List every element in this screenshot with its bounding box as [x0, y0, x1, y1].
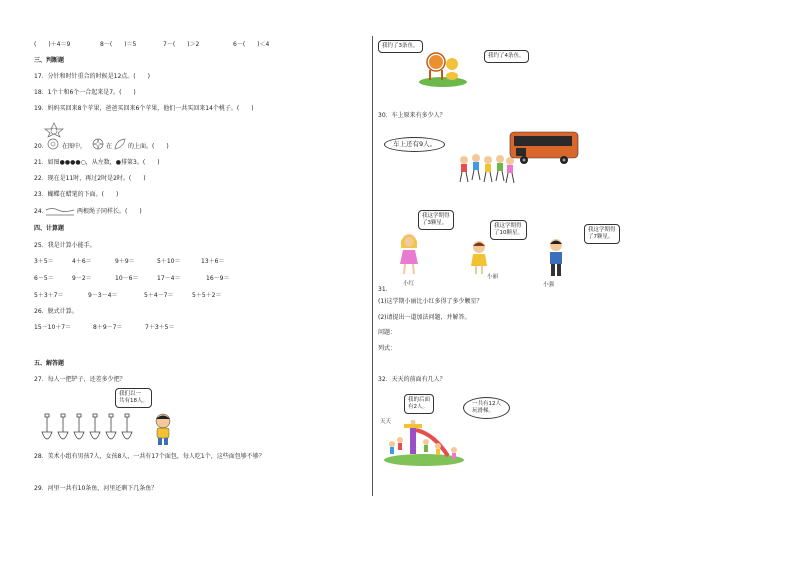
calc-2-5: 16－9＝ [206, 275, 230, 282]
question-31-part2: (2)请提出一道加法问题，并解答。 [378, 314, 471, 321]
name-xiaohong: 小红 [403, 281, 415, 287]
q31-b3-line2: 了7颗星。 [588, 234, 614, 240]
q32-b1-line1: 我的后面 [408, 397, 431, 403]
slide-playground-illustration [382, 420, 466, 466]
question-17: 17．分针和时针重合的时候是12点。( ) [34, 73, 150, 80]
top-row-2: 8－( )＝5 [100, 41, 137, 48]
calc-1-3: 9＋9＝ [115, 258, 135, 265]
calc-3-3: 5＋4－7＝ [144, 292, 174, 299]
q20-shape-icon [44, 122, 64, 138]
q31-bubble-xiaoqiang [584, 224, 620, 244]
children-group-illustration [456, 152, 516, 184]
q31-b1-line1: 我这学期得 [422, 213, 450, 219]
bus-illustration [508, 128, 580, 166]
boy-xiaoqiang-figure [545, 238, 567, 278]
question-29: 29．河里一共有10条鱼，河里还剩下几条鱼？ [34, 485, 158, 492]
girl-xiaoli-figure [468, 240, 490, 276]
q31-b1-line2: 了3颗星。 [422, 220, 448, 226]
section-5-heading: 五、解答题 [34, 360, 65, 367]
q27-bubble-line2: 共有18人。 [119, 398, 148, 404]
calc-2-3: 10－6＝ [115, 275, 139, 282]
top-row-3: 7－( )＞2 [163, 41, 200, 48]
question-22: 22．现在是11时，再过2时是2时。( ) [34, 175, 146, 182]
q32-b2-line2: 玩滑梯。 [472, 408, 495, 414]
question-20-text-c: 的上面。( ) [128, 143, 169, 150]
question-27: 27．每人一把铲子，还差多少把？ [34, 376, 126, 383]
question-32: 32．天天的前面有几人？ [378, 376, 446, 383]
calc-1-4: 5＋10＝ [157, 258, 181, 265]
q24-rope-icon [44, 206, 76, 218]
question-19: 19．妈妈买回来8个苹果，爸爸买回来6个苹果，他们一共买回来14个桃子。( ) [34, 105, 254, 112]
shovels-illustration [38, 412, 146, 448]
name-xiaoqiang: 小强 [543, 282, 555, 288]
q31-bubble-xiaohong [418, 210, 454, 230]
question-20-text-b: 在 [106, 143, 113, 150]
calc-3-4: 5＋5＋2＝ [192, 292, 222, 299]
name-xiaoli: 小丽 [487, 274, 499, 280]
calc2-1: 15－10＋7＝ [34, 324, 72, 331]
calc-1-1: 3＋5＝ [34, 258, 54, 265]
q32-bubble-2 [463, 397, 510, 419]
question-24-text: 两根绳子同样长。( ) [77, 208, 142, 215]
question-24-num: 24． [34, 208, 48, 215]
section-3-heading: 三、判断题 [34, 57, 65, 64]
boy-figure [150, 412, 176, 446]
question-23: 23．蝴蝶在蜡笔的下面。( ) [34, 191, 119, 198]
question-20-num: 20． [34, 143, 48, 150]
q32-b2-line1: 一共有12人 [472, 401, 501, 407]
calc-2-1: 6－5＝ [34, 275, 54, 282]
calc-1-5: 13＋6＝ [201, 258, 225, 265]
calc-3-1: 5＋3＋7＝ [34, 292, 64, 299]
calc2-3: 7＋3＋5＝ [145, 324, 175, 331]
calc-2-4: 17－4＝ [157, 275, 181, 282]
q27-bubble-line1: 我们以一 [119, 391, 142, 397]
question-25: 25．我是计算小能手。 [34, 242, 96, 249]
calc-3-2: 9－3－4＝ [88, 292, 118, 299]
column-divider [372, 36, 373, 496]
question-28: 28．美术小组有男孩7人，女孩8人，一共有17个面包，每人吃1个，这些面包够不够？ [34, 453, 265, 460]
q20-flower-icon [91, 137, 105, 151]
q27-speech-bubble [115, 388, 152, 408]
question-21: 21．如图●●●●○，从左数，●排第3。( ) [34, 159, 160, 166]
q20-leaf-icon [113, 137, 127, 151]
q32-b1-line2: 有2人。 [408, 404, 428, 410]
q31-b2-line2: 了10颗星。 [494, 230, 523, 236]
question-26: 26．脱式计算。 [34, 308, 78, 315]
question-31-part1: (1)这学期小丽比小红多得了多少颗星？ [378, 298, 483, 305]
question-31-ask: 问题： [378, 329, 397, 336]
fishing-animals-illustration [418, 46, 468, 88]
question-31-equation: 列式： [378, 345, 397, 352]
q31-bubble-xiaoli [490, 220, 527, 240]
name-tiantian: 天天 [380, 419, 392, 425]
q32-bubble-1 [404, 394, 434, 414]
top-row-1: ( )＋4＝9 [34, 41, 71, 48]
calc-1-2: 4＋6＝ [72, 258, 92, 265]
question-20-text-a: 在图中， [62, 143, 87, 150]
question-18: 18．1个十和6个一合起来是7。( ) [34, 89, 136, 96]
calc2-2: 8＋9－7＝ [93, 324, 123, 331]
q29-bubble-2: 我钓了4条鱼。 [484, 50, 529, 63]
section-4-heading: 四、计算题 [34, 225, 65, 232]
girl-xiaohong-figure [396, 232, 422, 276]
q31-b2-line1: 我这学期得 [494, 223, 522, 229]
q20-gear-icon [46, 137, 60, 151]
q30-speech-bubble: 车上还有9人。 [384, 137, 445, 152]
question-31: 31． [378, 286, 392, 293]
calc-2-2: 9－2＝ [72, 275, 92, 282]
q31-b3-line1: 我这学期得 [588, 227, 616, 233]
question-30: 30．车上原来有多少人？ [378, 112, 446, 119]
top-row-4: 6－( )＜4 [233, 41, 270, 48]
q29-bubble-1: 我钓了3条鱼。 [378, 40, 423, 53]
